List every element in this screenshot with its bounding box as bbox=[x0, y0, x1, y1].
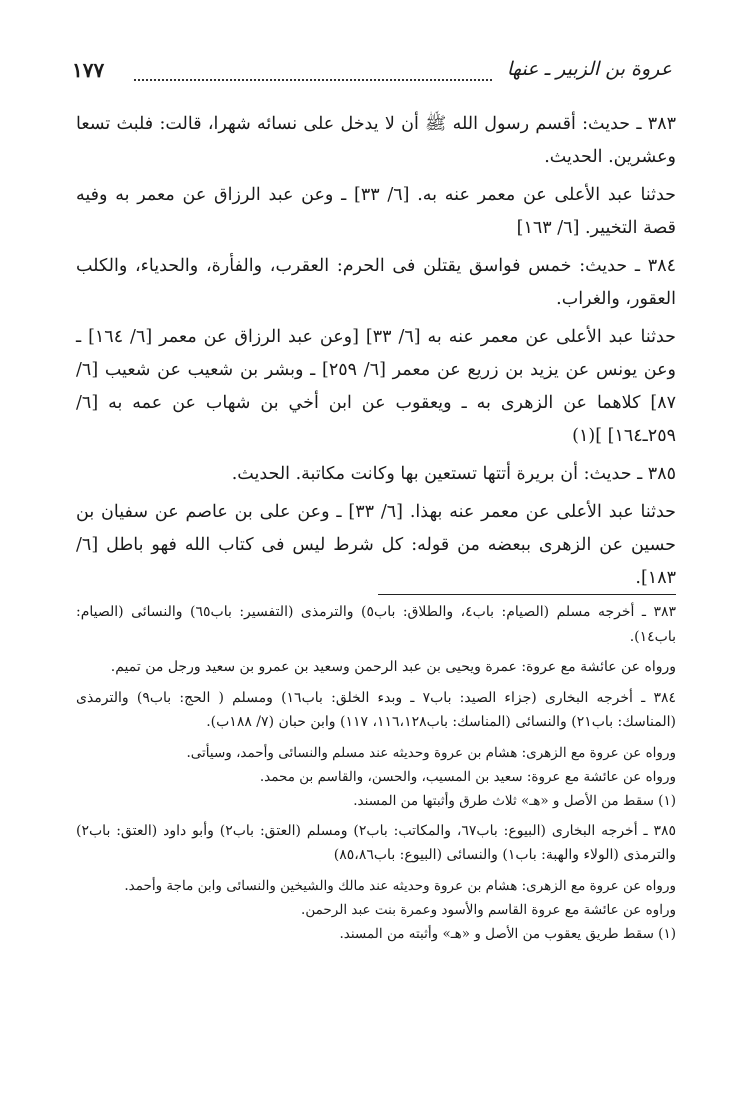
footnote-384-note-1: (١) سقط من الأصل و «هـ» ثلاث طرق وأثبتها من المسند. bbox=[353, 792, 676, 809]
footnote-384-takhrij: ٣٨٤ ـ أخرجه البخارى (جزاء الصيد: باب٧ ـ وبدء الخلق: باب١٦) ومسلم ( الحج: باب٩) والترمذى (المناسك: باب٢١) والنسائى (المناسك: باب١١٦،١٢٨، ١١٧) وابن حبان (٧/ ١٨٨ب). bbox=[76, 689, 676, 730]
hadith-384: ٣٨٤ ـ حديث: خمس فواسق يقتلن فى الحرم: العقرب، والفأرة، والحدياء، والكلب العقور، والغراب. bbox=[76, 256, 676, 309]
footnote-383-takhrij: ٣٨٣ ـ أخرجه مسلم (الصيام: باب٤، والطلاق: باب٥) والترمذى (التفسير: باب٦٥) والنسائى (الصيام: باب١٤). bbox=[76, 604, 676, 645]
footnote-383-riwaya: ورواه عن عائشة مع عروة: عمرة ويحيى بن عبد الرحمن وسعيد بن عمرو بن سعيد ورجل من تميم. bbox=[110, 659, 676, 675]
hadith-385: ٣٨٥ ـ حديث: أن بريرة أتتها تستعين بها وكانت مكاتبة. الحديث. bbox=[231, 464, 676, 484]
footnote-384-riwaya-zuhri: ورواه عن عروة مع الزهرى: هشام بن عروة وحديثه عند مسلم والنسائى وأحمد، وسيأتى. bbox=[186, 744, 676, 761]
header-dotted-rule bbox=[134, 79, 492, 81]
running-title: عروة بن الزبير ـ عنها bbox=[506, 58, 672, 80]
footnote-385-riwaya-zuhri: ورواه عن عروة مع الزهرى: هشام بن عروة وحديثه عند مالك والشيخين والنسائى وابن ماجة وأحمد. bbox=[124, 877, 676, 894]
hadith-383: ٣٨٣ ـ حديث: أقسم رسول الله ﷺ أن لا يدخل على نسائه شهرا، قالت: فلبث تسعا وعشرين. الحديث. bbox=[76, 114, 676, 167]
footnotes bbox=[76, 600, 676, 946]
isnad-383: حدثنا عبد الأعلى عن معمر عنه به. [٦/ ٣٣] ـ وعن عبد الرزاق عن معمر به وفيه قصة التخيير. [٦/ ١٦٣] bbox=[76, 185, 676, 238]
footnote-385-riwaya-aisha: وراوه عن عائشة مع عروة القاسم والأسود وعمرة بنت عبد الرحمن. bbox=[301, 901, 676, 918]
isnad-385: حدثنا عبد الأعلى عن معمر عنه بهذا. [٦/ ٣٣] ـ وعن على بن عاصم عن سفيان بن حسين عن الزهرى ببعضه من قوله: كل شرط ليس فى كتاب الله فهو باطل [٦/ ١٨٣]. bbox=[76, 502, 676, 588]
page-header bbox=[72, 58, 672, 88]
footnote-384-riwaya-aisha: ورواه عن عائشة مع عروة: سعيد بن المسيب، والحسن، والقاسم بن محمد. bbox=[259, 768, 676, 785]
isnad-384: حدثنا عبد الأعلى عن معمر عنه به [٦/ ٣٣] [وعن عبد الرزاق عن معمر [٦/ ١٦٤] ـ وعن يونس عن يزيد بن زريع عن معمر [٦/ ٢٥٩] ـ وبشر بن شعيب عن شعيب [٦/ ٨٧] كلاهما عن الزهرى به ـ ويعقوب عن ابن أخي بن شهاب عن عمه به [٦/ ٢٥٩ـ١٦٤] ](١) bbox=[76, 327, 676, 446]
footnote-385-note-1: (١) سقط طريق يعقوب من الأصل و «هـ» وأثبته من المسند. bbox=[339, 925, 676, 942]
page-number: ١٧٧ bbox=[72, 58, 105, 82]
footnote-divider bbox=[378, 594, 676, 595]
footnote-385-takhrij: ٣٨٥ ـ أخرجه البخارى (البيوع: باب٦٧، والمكاتب: باب٢) ومسلم (العتق: باب٢) وأبو داود (العتق: باب٢) والترمذى (الولاء والهبة: باب١) والنسائى (البيوع: باب٨٥،٨٦) bbox=[76, 822, 676, 863]
main-text bbox=[76, 108, 676, 600]
